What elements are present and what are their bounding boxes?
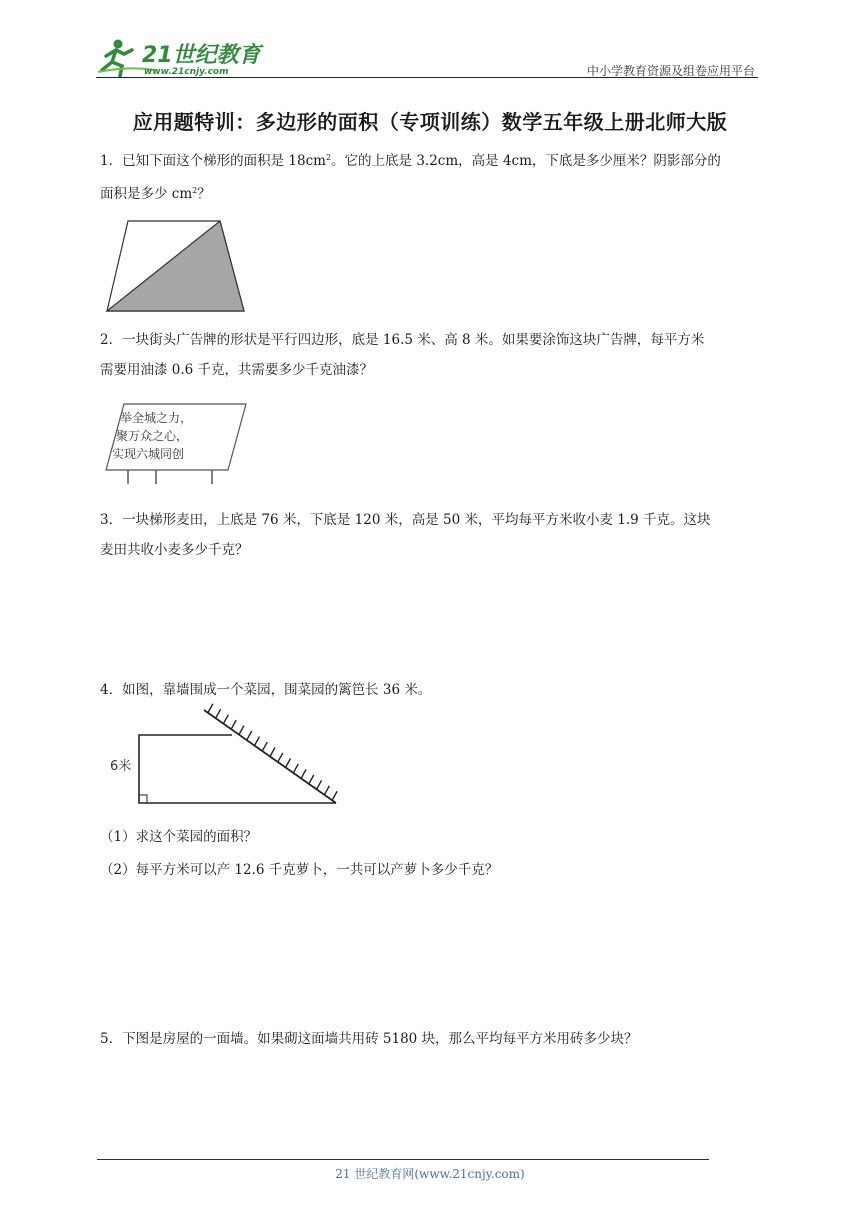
- question-2-line-1: [100, 325, 764, 355]
- question-3-line-2: 麦田共收小麦多少千克？: [100, 542, 249, 558]
- hatch-tick: [231, 720, 236, 729]
- height-label: 6米: [110, 759, 132, 774]
- q3-text-a: 一块梯形麦田，上底是 76 米，下底是 120 米，高是 50 米，平均每平方米收小麦 1.9 千克。这块: [122, 512, 711, 528]
- question-4-sub-2: （2）每平方米可以产 12.6 千克萝卜，一共可以产萝卜多少千克？: [100, 862, 499, 878]
- q1-text-a: 已知下面这个梯形的面积是 18cm: [122, 153, 326, 169]
- question-1-line-2: [100, 176, 764, 209]
- question-4-line-1: [100, 675, 764, 705]
- sign-line-3: 实现六城同创: [112, 447, 185, 461]
- question-number: 4．: [100, 682, 123, 698]
- hatch-tick: [216, 709, 221, 718]
- right-angle-mark: [139, 795, 147, 803]
- hatch-tick: [247, 731, 252, 740]
- sign-line-1: 举全城之力，: [120, 411, 193, 425]
- garden-figure: [106, 708, 342, 808]
- question-4: [100, 675, 764, 705]
- runner-logo-icon: [96, 36, 266, 80]
- question-number: 5．: [100, 1031, 123, 1047]
- question-5: [100, 1024, 764, 1054]
- question-5-line-1: [100, 1024, 764, 1054]
- hatch-tick: [208, 704, 213, 713]
- question-4-sub-1: （1）求这个菜园的面积？: [100, 829, 258, 845]
- fence-outline: [139, 735, 336, 803]
- footer-text: 21 世纪教育网(www.21cnjy.com): [335, 1167, 525, 1181]
- sign-line-2: 聚万众之心，: [116, 429, 189, 443]
- hatch-tick: [239, 726, 244, 735]
- question-number: 2．: [100, 332, 123, 348]
- site-logo: [96, 36, 266, 80]
- hatch-tick: [278, 753, 283, 762]
- hatch-tick: [254, 737, 259, 746]
- hatch-tick: [286, 758, 291, 767]
- q1-superscript: 2: [325, 153, 332, 162]
- logo-url: www.21cnjy.com: [144, 67, 229, 77]
- billboard-figure: [104, 402, 248, 486]
- q4-text-a: 如图，靠墙围成一个菜园，围菜园的篱笆长 36 米。: [122, 682, 432, 698]
- logo-text: 21世纪教育: [142, 43, 261, 68]
- question-2-line-2: 需要用油漆 0.6 千克，共需要多少千克油漆？: [100, 362, 374, 378]
- header-platform-text: 中小学教育资源及组卷应用平台: [586, 64, 755, 78]
- trapezoid-figure: [106, 220, 246, 314]
- q2-text-a: 一块街头广告牌的形状是平行四边形，底是 16.5 米、高 8 米。如果要涂饰这块广告牌，每平方米: [122, 332, 705, 348]
- hatch-tick: [332, 791, 337, 800]
- hatch-tick: [301, 769, 306, 778]
- hatch-tick: [262, 742, 267, 751]
- question-3: [100, 505, 764, 565]
- q1-superscript-2: 2: [192, 186, 198, 195]
- hatch-tick: [293, 764, 298, 773]
- hatch-tick: [223, 715, 228, 724]
- hatch-tick: [317, 780, 322, 789]
- hatch-tick: [324, 786, 329, 795]
- header-divider: [96, 77, 758, 78]
- q1-text-b: 。它的上底是 3.2cm，高是 4cm，下底是多少厘米？阴影部分的: [331, 153, 721, 169]
- question-number: 3．: [100, 512, 123, 528]
- question-number: 1．: [100, 153, 123, 169]
- hatch-tick: [309, 775, 314, 784]
- q1-text-c: 面积是多少 cm: [100, 186, 193, 202]
- wall-hatching: [208, 704, 337, 801]
- question-1: [100, 143, 764, 209]
- q5-text-a: 下图是房屋的一面墙。如果砌这面墙共用砖 5180 块，那么平均每平方米用砖多少块？: [122, 1031, 638, 1047]
- question-3-line-1: [100, 505, 764, 535]
- q1-text-d: ？: [197, 186, 211, 202]
- question-2: [100, 325, 764, 385]
- page-title: 应用题特训：多边形的面积（专项训练）数学五年级上册北师大版: [132, 110, 728, 134]
- hatch-tick: [270, 748, 275, 757]
- question-1-line-1: [100, 143, 764, 176]
- footer-divider: [97, 1159, 709, 1160]
